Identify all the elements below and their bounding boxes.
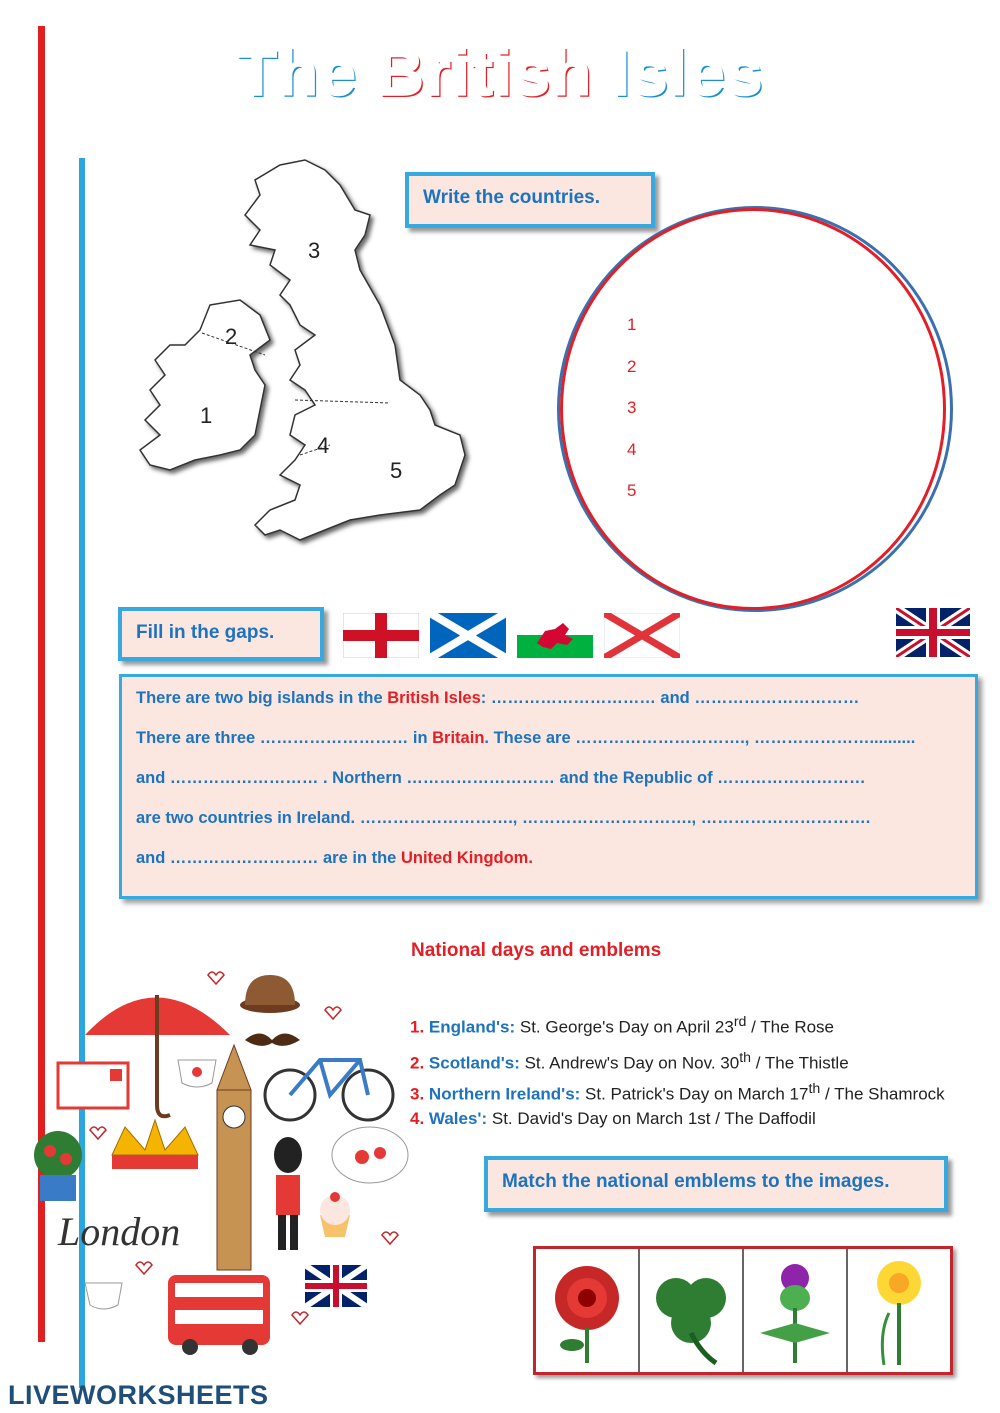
map-label-1: 1	[200, 403, 213, 428]
teapot-icon	[332, 1127, 408, 1183]
national-days-list	[410, 1007, 945, 1134]
country-number-4[interactable]: 4	[627, 439, 637, 459]
national-day-item: 1. England's: St. George's Day on April 23rd / The Rose	[410, 1014, 835, 1037]
country-number-5[interactable]: 5	[627, 481, 637, 500]
scotland-flag	[430, 613, 506, 658]
emblem-images-strip	[533, 1246, 953, 1375]
map-label-5: 5	[390, 458, 403, 483]
wales-flag	[517, 613, 593, 658]
crown-icon	[112, 1120, 198, 1155]
country-number-list	[627, 304, 636, 512]
rose-image[interactable]	[536, 1249, 640, 1372]
england-flag	[343, 613, 419, 658]
union-jack-flag	[896, 608, 970, 657]
map-label-4: 4	[317, 433, 330, 458]
moustache-icon	[245, 1034, 300, 1046]
answer-oval	[560, 208, 946, 610]
gap-line-2[interactable]: There are three ……………………… in Britain. These are …………………………., …………………..........	[136, 729, 916, 747]
london-illustration	[30, 965, 410, 1365]
write-countries-instruction: Write the countries.	[405, 172, 655, 228]
plant-icon	[34, 1131, 82, 1179]
gap-line-1[interactable]: There are two big islands in the British Isles: ………………………… and …………………………	[136, 689, 860, 707]
london-text: London	[58, 1209, 181, 1254]
gap-line-5[interactable]: and ……………………… are in the United Kingdom.	[136, 849, 533, 867]
page-title: The British Isles	[236, 35, 764, 109]
fill-gaps-instruction: Fill in the gaps.	[118, 607, 324, 661]
country-number-1[interactable]: 1	[627, 315, 637, 334]
northern-ireland-flag	[604, 613, 680, 658]
thistle-image[interactable]	[744, 1249, 848, 1372]
gap-line-3[interactable]: and ……………………… . Northern ……………………… and the Republic of ………………………	[136, 769, 866, 787]
royal-guard-icon	[274, 1137, 302, 1173]
liveworksheets-logo: LIVEWORKSHEETS	[8, 1380, 269, 1410]
map-label-3: 3	[308, 238, 321, 263]
national-days-title: National days and emblems	[411, 940, 662, 961]
daffodil-image[interactable]	[848, 1249, 950, 1372]
map-label-2: 2	[225, 324, 238, 349]
national-day-item: 2. Scotland's: St. Andrew's Day on Nov. 30th / The Thistle	[410, 1049, 849, 1073]
country-number-3[interactable]: 3	[627, 398, 637, 417]
gap-line-4[interactable]: are two countries in Ireland. ………………………., …………………………., ………………………….	[136, 809, 871, 827]
national-day-item: 3. Northern Ireland's: St. Patrick's Day on March 17th / The Shamrock	[410, 1081, 945, 1104]
union-jack-small-icon	[305, 1265, 367, 1307]
shamrock-image[interactable]	[640, 1249, 744, 1372]
country-number-2[interactable]: 2	[627, 356, 637, 376]
national-day-item: 4. Wales': St. David's Day on March 1st / The Daffodil	[410, 1108, 816, 1128]
fill-gaps-text-box	[119, 674, 978, 899]
match-instruction: Match the national emblems to the images.	[484, 1156, 948, 1212]
